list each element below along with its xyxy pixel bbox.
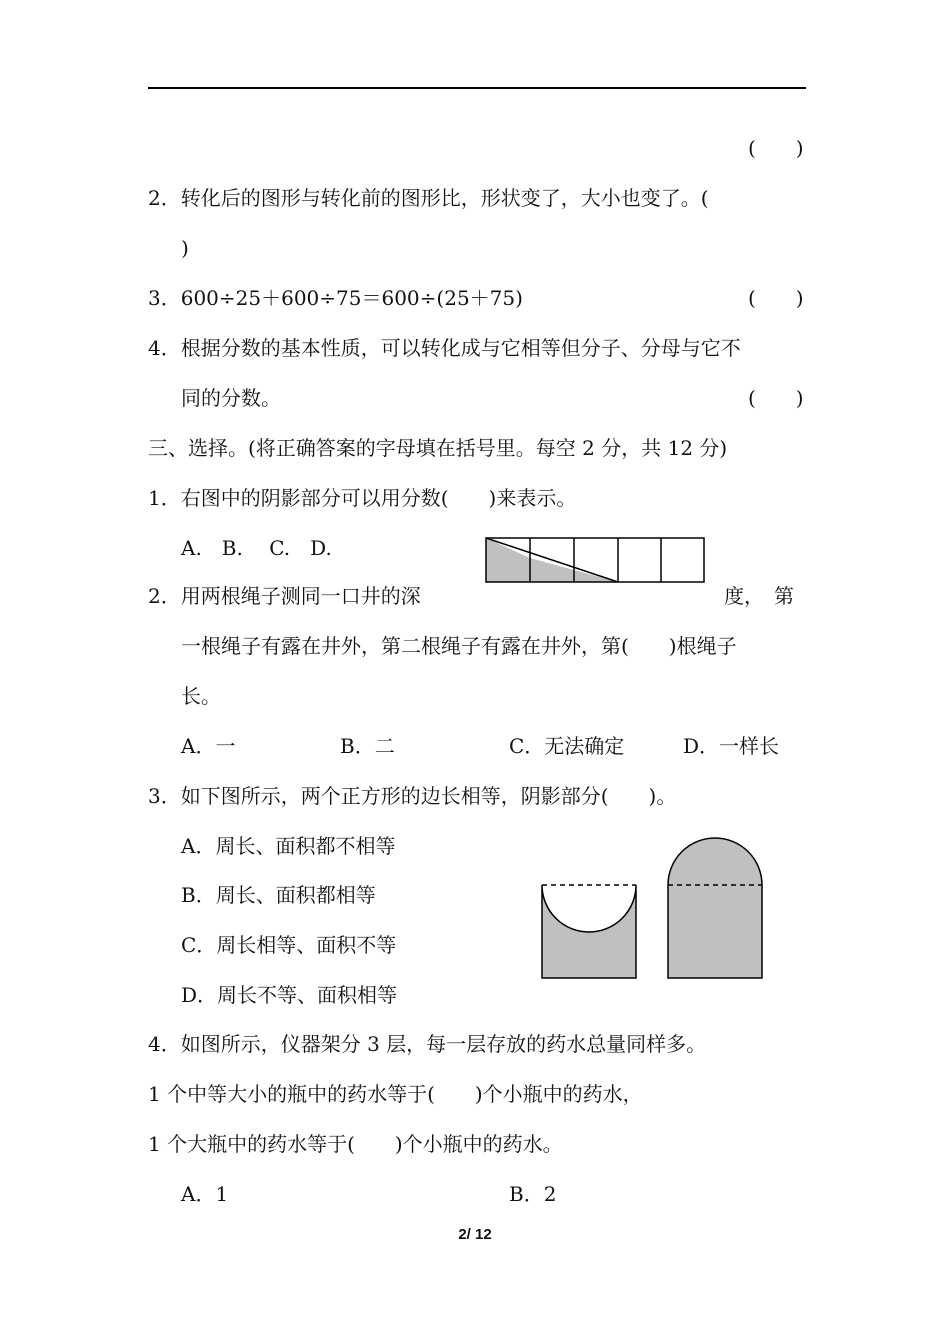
judge-q2-tail[interactable]: ) — [181, 236, 189, 260]
choice-q2-option-d[interactable]: D．一样长 — [683, 734, 780, 758]
answer-paren-j1[interactable]: ( ) — [748, 136, 804, 160]
answer-paren-j4[interactable]: ( ) — [748, 386, 804, 410]
fraction-bar-figure — [486, 537, 706, 583]
choice-q3-option-a[interactable]: A．周长、面积都不相等 — [181, 834, 396, 858]
choice-q2-line3: 长。 — [181, 684, 221, 708]
total-pages: 12 — [475, 1226, 492, 1243]
choice-q4-text: 4．如图所示，仪器架分 3 层，每一层存放的药水总量同样多。 — [148, 1032, 707, 1056]
judge-q3-text: 3．600÷25＋600÷75＝600÷(25＋75) — [148, 286, 523, 310]
judge-q4-line2: 同的分数。 — [181, 386, 281, 410]
right-shaded-region — [668, 838, 762, 978]
choice-q3-option-b[interactable]: B．周长、面积都相等 — [181, 883, 376, 907]
choice-q2-line1-left: 2．用两根绳子测同一口井的深 — [148, 584, 421, 608]
choice-q2-option-c[interactable]: C．无法确定 — [509, 734, 625, 758]
judge-q4-line1: 4．根据分数的基本性质，可以转化成与它相等但分子、分母与它不 — [148, 336, 741, 360]
choice-q3-option-c[interactable]: C．周长相等、面积不等 — [181, 933, 397, 957]
answer-paren-j3[interactable]: ( ) — [748, 286, 804, 310]
choice-q3-text: 3．如下图所示，两个正方形的边长相等，阴影部分( )。 — [148, 784, 677, 808]
choice-q4-option-b[interactable]: B．2 — [509, 1182, 557, 1206]
left-shaded-region — [542, 885, 636, 978]
choice-q3-option-d[interactable]: D．周长不等、面积相等 — [181, 983, 398, 1007]
page-number: 2/ 12 — [458, 1226, 492, 1243]
choice-q4-line2: 1 个中等大小的瓶中的药水等于( )个小瓶中的药水， — [148, 1082, 643, 1106]
choice-q2-line2: 一根绳子有露在井外，第二根绳子有露在井外，第( )根绳子 — [181, 634, 737, 658]
header-rule — [148, 87, 806, 89]
choice-q4-line3: 1 个大瓶中的药水等于( )个小瓶中的药水。 — [148, 1132, 563, 1156]
choice-q2-option-b[interactable]: B．二 — [340, 734, 395, 758]
section-heading-choice: 三、选择。(将正确答案的字母填在括号里。每空 2 分，共 12 分) — [148, 436, 728, 460]
choice-q1-options[interactable]: A. B. C. D. — [181, 536, 332, 560]
choice-q2-option-a[interactable]: A．一 — [181, 734, 236, 758]
current-page: 2 — [458, 1226, 467, 1243]
judge-q2-text: 2．转化后的图形与转化前的图形比，形状变了，大小也变了。( — [148, 186, 709, 210]
choice-q2-line1-right: 度， 第 — [724, 584, 794, 608]
choice-q4-option-a[interactable]: A．1 — [181, 1182, 229, 1206]
choice-q1-text: 1．右图中的阴影部分可以用分数( )来表示。 — [148, 486, 577, 510]
squares-semicircle-figure — [538, 843, 766, 983]
